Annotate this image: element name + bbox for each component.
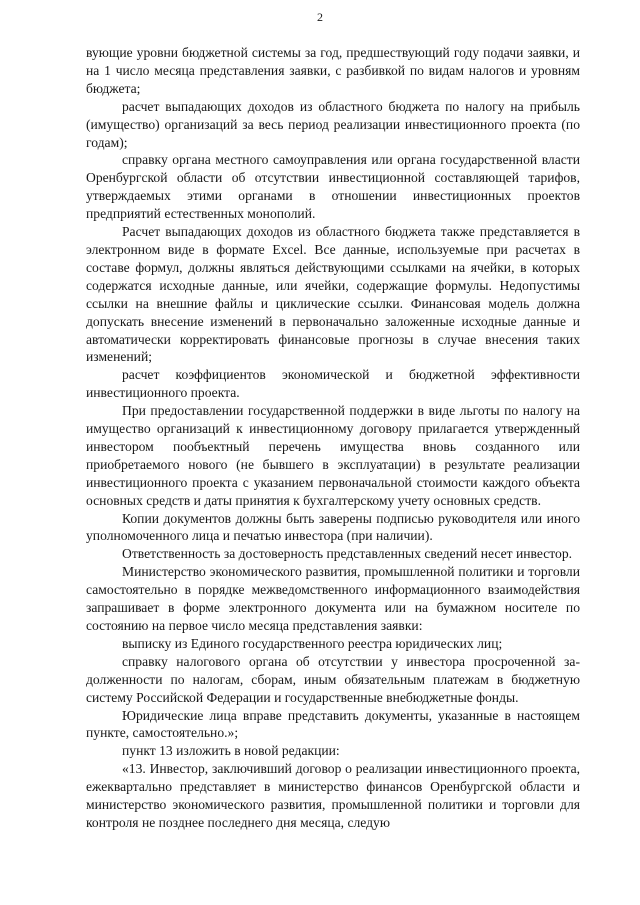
paragraph-investor-responsibility: Ответственность за достоверность представленных сведений несет инвестор. bbox=[122, 546, 573, 562]
paragraph-tax-certificate: справку налогового органа об отсутствии у инвестора просроченной задолженности по налогам, сборам, иным обязательным платежам в бюджетную систему Российской Федерации и государственные внебюджетные фонды. bbox=[86, 653, 580, 705]
paragraph-efficiency-coefficients: расчет коэффициентов экономической и бюджетной эффективности инвестиционного проекта. bbox=[86, 367, 580, 401]
paragraph-item-13-intro: пункт 13 изложить в новой редакции: bbox=[122, 743, 340, 759]
paragraph-excel-model: Расчет выпадающих доходов из областного бюджета также представляется в электронном виде в формате Excel. Все данные, используемые при расчетах в составе формул, должны являться действующими ссылками на ячейки, в которых содержатся исходные данные, или ячейки, содержащие формулы. Недопустимы ссылки на внешние файлы и циклические ссылки. Финансовая модель должна допускать внесение изменений в первоначально заложенные исходные данные и автоматически корректировать финансовые прогнозы в случае внесения таких изменений; bbox=[86, 224, 580, 365]
paragraph-register-extract: выписку из Единого государственного реестра юридических лиц; bbox=[122, 635, 503, 651]
paragraph-tariff-certificate: справку органа местного самоуправления или органа государственной власти Оренбургской области об отсутствии инвестиционной составляющей тарифов, утверждаемых этими органами в отношении инвестиционных проектов предприятий естественных монополий. bbox=[86, 152, 580, 222]
paragraph-document-copies: Копии документов должны быть заверены подписью руководителя или иного уполномоченного лица и печатью инвестора (при наличии). bbox=[86, 510, 580, 544]
paragraph-property-tax-benefit: При предоставлении государственной поддержки в виде льготы по налогу на имущество организаций к инвестиционному договору прилагается утвержденный инвестором пообъектный перечень имущества вновь созданного или приобретаемого нового (не бывшего в эксплуатации) в результате реализации инвестиционного проекта с указанием первоначальной стоимости каждого объекта основных средств и даты принятия к бухгалтерскому учету основных средств. bbox=[86, 403, 580, 508]
paragraph-continuation: вующие уровни бюджетной системы за год, предшествующий году подачи заявки, и на 1 число месяца представления заявки, с разбивкой по видам налогов и уровням бюджета; bbox=[86, 45, 580, 96]
document-body bbox=[86, 44, 580, 832]
paragraph-ministry-request: Министерство экономического развития, промышленной политики и торговли самостоятельно в порядке межведомственного информационного взаимодействия запрашивает в форме электронного документа или на бумажном носителе по состоянию на первое число месяца представления заявки: bbox=[86, 564, 580, 633]
page-number: 2 bbox=[317, 10, 323, 24]
paragraph-legal-entities: Юридические лица вправе представить документы, указанные в настоящем пункте, самостоятельно.»; bbox=[86, 707, 580, 741]
paragraph-income-loss-calculation: расчет выпадающих доходов из областного бюджета по налогу на прибыль (имущество) организаций за весь период реализации инвестиционного проекта (по годам); bbox=[86, 98, 580, 150]
paragraph-item-13: «13. Инвестор, заключивший договор о реализации инвестиционного проекта, ежеквартально представляет в министерство финансов Оренбургской области и министерство экономического развития, промышленной политики и торговли для контроля не позднее последнего дня месяца, следую bbox=[86, 761, 580, 830]
